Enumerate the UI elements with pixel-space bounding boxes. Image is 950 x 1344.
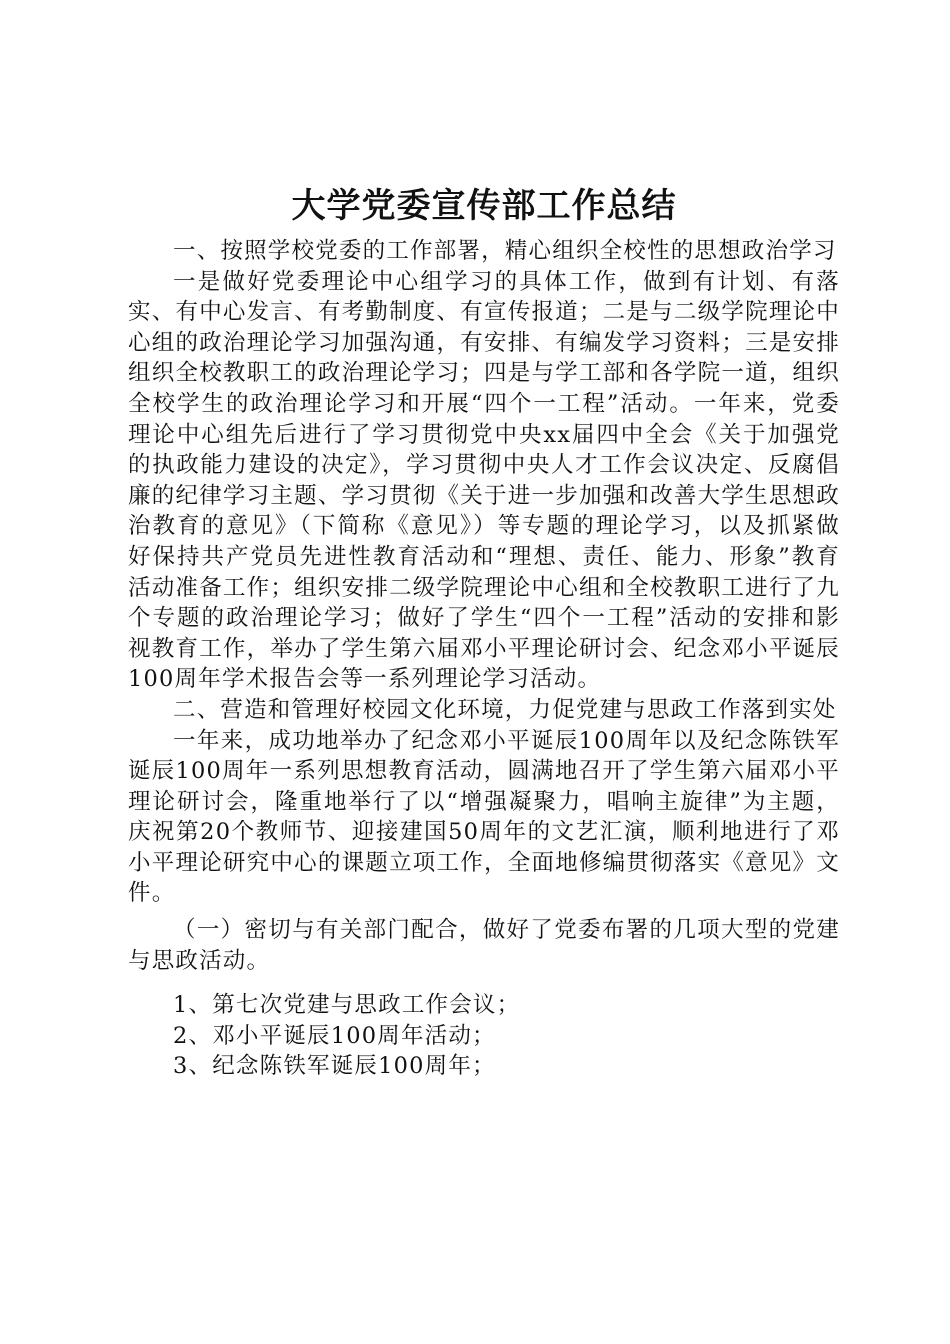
body-paragraph-2: 一年来，成功地举办了纪念邓小平诞辰100周年以及纪念陈铁军诞辰100周年一系列思想教育活动，圆满地召开了学生第六届邓小平理论研讨会，隆重地举行了以“增强凝聚力，唱响主旋律”为主题，庆祝第20个教师节、迎接建国50周年的文艺汇演，顺利地进行了邓小平理论研究中心的课题立项工作，全面地修编贯彻落实《意见》文件。	[128, 727, 840, 907]
activity-list	[128, 990, 840, 1082]
section-heading-1: 一、按照学校党委的工作部署，精心组织全校性的思想政治学习	[173, 238, 837, 264]
document-page	[128, 180, 840, 1082]
list-item: 2、邓小平诞辰100周年活动；	[173, 1022, 496, 1049]
subsection-heading-1: （一）密切与有关部门配合，做好了党委布署的几项大型的党建与思政活动。	[128, 917, 840, 974]
section-heading-2: 二、营造和管理好校园文化环境，力促党建与思政工作落到实处	[173, 696, 837, 723]
body-paragraph-1: 一是做好党委理论中心组学习的具体工作，做到有计划、有落实、有中心发言、有考勤制度、有宣传报道；二是与二级学院理论中心组的政治理论学习加强沟通，有安排、有编发学习资料；三是安排组织全校教职工的政治理论学习；四是与学工部和各学院一道，组织全校学生的政治理论学习和开展“四个一工程”活动。一年来，党委理论中心组先后进行了学习贯彻党中央xx届四中全会《关于加强党的执政能力建设的决定》，学习贯彻中央人才工作会议决定、反腐倡廉的纪律学习主题、学习贯彻《关于进一步加强和改善大学生思想政治教育的意见》（下简称《意见》）等专题的理论学习，以及抓紧做好保持共产党员先进性教育活动和“理想、责任、能力、形象”教育活动准备工作；组织安排二级学院理论中心组和全校教职工进行了九个专题的政治理论学习；做好了学生“四个一工程”活动的安排和影视教育工作，举办了学生第六届邓小平理论研讨会、纪念邓小平诞辰100周年学术报告会等一系列理论学习活动。	[128, 268, 840, 693]
list-item: 3、纪念陈铁军诞辰100周年；	[173, 1053, 496, 1080]
list-item: 1、第七次党建与思政工作会议；	[173, 992, 521, 1019]
document-title: 大学党委宣传部工作总结	[291, 186, 677, 226]
